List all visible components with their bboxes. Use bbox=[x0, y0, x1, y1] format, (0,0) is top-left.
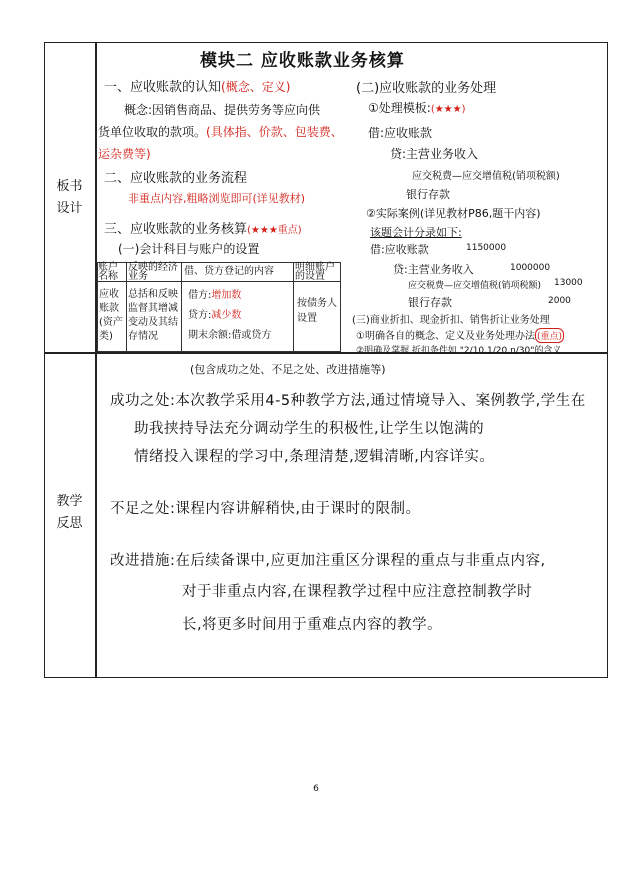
cell-debit-value: 增加数 bbox=[211, 290, 242, 301]
cell-debit bbox=[188, 289, 241, 302]
column-divider bbox=[95, 42, 97, 678]
cell-credit-value: 减少数 bbox=[211, 310, 242, 321]
row-label-reflection bbox=[44, 491, 95, 535]
reflection-success-2: 助我挟持导法充分调动学生的积极性,让学生以饱满的 bbox=[134, 421, 485, 437]
template-heading-text: ①处理模板: bbox=[368, 101, 431, 115]
cell-business-4: 存情况 bbox=[128, 331, 158, 342]
section1-heading-text: 一、应收账款的认知 bbox=[104, 80, 222, 95]
header-debit-credit: 借、贷方登记的内容 bbox=[184, 266, 274, 277]
right-heading: (二)应收账款的业务处理 bbox=[356, 81, 497, 96]
entry-credit-2-amount: 13000 bbox=[554, 278, 583, 288]
reflection-hint: (包含成功之处、不足之处、改进措施等) bbox=[190, 363, 386, 376]
cell-debit-label: 借方: bbox=[188, 290, 212, 301]
concept-line-3: 运杂费等) bbox=[98, 147, 151, 161]
cell-account-name: 应收账款(资产类) bbox=[99, 289, 123, 342]
entry-credit-3: 银行存款 bbox=[408, 296, 452, 309]
entry-credit-3-amount: 2000 bbox=[548, 296, 571, 306]
template-heading bbox=[368, 99, 466, 116]
reflection-improve-2: 对于非重点内容,在课程教学过程中应注意控制教学时 bbox=[182, 584, 533, 600]
concept-line-2-note: (具体指、价款、包装费、 bbox=[206, 125, 343, 139]
discount-concept-text: ①明确各自的概念、定义及业务处理办法 bbox=[356, 331, 535, 342]
module-title: 模块二 应收账款业务核算 bbox=[200, 51, 405, 71]
case-heading: ②实际案例(详见教材P86,题干内容) bbox=[366, 207, 541, 220]
reflection-improve-3: 长,将更多时间用于重难点内容的教学。 bbox=[182, 617, 443, 633]
cell-ending-balance: 期末余额:借或贷方 bbox=[188, 330, 272, 341]
cell-business-2: 监督其增减 bbox=[128, 303, 178, 314]
reflection-lack: 不足之处:课程内容讲解稍快,由于课时的限制。 bbox=[110, 501, 421, 517]
cell-credit-label: 贷方: bbox=[188, 310, 212, 321]
section1-heading bbox=[104, 76, 290, 95]
header-account-name: 账户名称 bbox=[98, 262, 118, 282]
cell-business-3: 变动及其结 bbox=[128, 317, 178, 328]
cell-business-1: 总括和反映 bbox=[128, 289, 178, 300]
entry-credit-1-amount: 1000000 bbox=[510, 263, 551, 273]
discount-condition: ②明确及掌握 折扣条件如 "2/10,1/20,n/30"的含义 bbox=[356, 346, 562, 356]
section2-note: 非重点内容,粗略浏览即可(详见教材) bbox=[128, 192, 306, 205]
concept-line-1: 概念:因销售商品、提供劳务等应向供 bbox=[124, 103, 321, 117]
header-detail-account: 明细账户的设置 bbox=[295, 262, 335, 282]
entry-debit: 借:应收账款 bbox=[370, 243, 429, 256]
template-debit: 借:应收账款 bbox=[368, 126, 433, 140]
discount-concept-key: (重点) bbox=[535, 328, 564, 343]
template-heading-stars: (★★★) bbox=[430, 104, 466, 115]
template-credit-2: 应交税费—应交增值税(销项税额) bbox=[412, 171, 560, 182]
row-label-reflection-text: 教学 反思 bbox=[56, 494, 83, 531]
section3-heading-stars: (★★★重点) bbox=[247, 225, 302, 236]
entry-heading: 该题会计分录如下: bbox=[370, 226, 462, 239]
cell-credit bbox=[188, 309, 241, 322]
entry-debit-amount: 1150000 bbox=[466, 243, 507, 253]
discount-concept bbox=[356, 327, 564, 343]
account-setup-col-line-3 bbox=[293, 262, 294, 352]
entry-credit-1: 贷:主营业务收入 bbox=[393, 263, 474, 276]
template-credit-3: 银行存款 bbox=[406, 188, 450, 201]
row-label-board bbox=[44, 176, 95, 220]
account-setup-col-line-1 bbox=[126, 262, 127, 352]
section3-heading-text: 三、应收账款的业务核算 bbox=[104, 222, 248, 237]
section3-subheading: (一)会计科目与账户的设置 bbox=[118, 242, 260, 256]
entry-credit-2: 应交税费—应交增值税(销项税额) bbox=[408, 281, 542, 291]
concept-line-2 bbox=[98, 123, 343, 140]
row-label-board-text: 板书 设计 bbox=[56, 179, 83, 216]
section3-heading bbox=[104, 218, 302, 237]
discount-heading: (三)商业折扣、现金折扣、销售折让业务处理 bbox=[352, 315, 550, 326]
template-credit-1: 贷:主营业务收入 bbox=[390, 147, 479, 161]
reflection-improve-1: 改进措施:在后续备课中,应更加注重区分课程的重点与非重点内容, bbox=[110, 553, 546, 569]
reflection-success-3: 情绪投入课程的学习中,条理清楚,逻辑清晰,内容详实。 bbox=[134, 449, 495, 465]
concept-line-2-text: 货单位收取的款项。 bbox=[98, 125, 207, 139]
header-business: 反映的经济业务 bbox=[128, 262, 178, 282]
cell-detail-account: 按债务人设置 bbox=[297, 298, 337, 324]
reflection-success-1: 成功之处:本次教学采用4-5种教学方法,通过情境导入、案例教学,学生在 bbox=[110, 393, 586, 409]
section1-heading-note: (概念、定义) bbox=[221, 80, 291, 94]
page-number: 6 bbox=[313, 784, 319, 794]
section2-heading: 二、应收账款的业务流程 bbox=[104, 171, 248, 186]
account-setup-col-line-2 bbox=[181, 262, 182, 352]
